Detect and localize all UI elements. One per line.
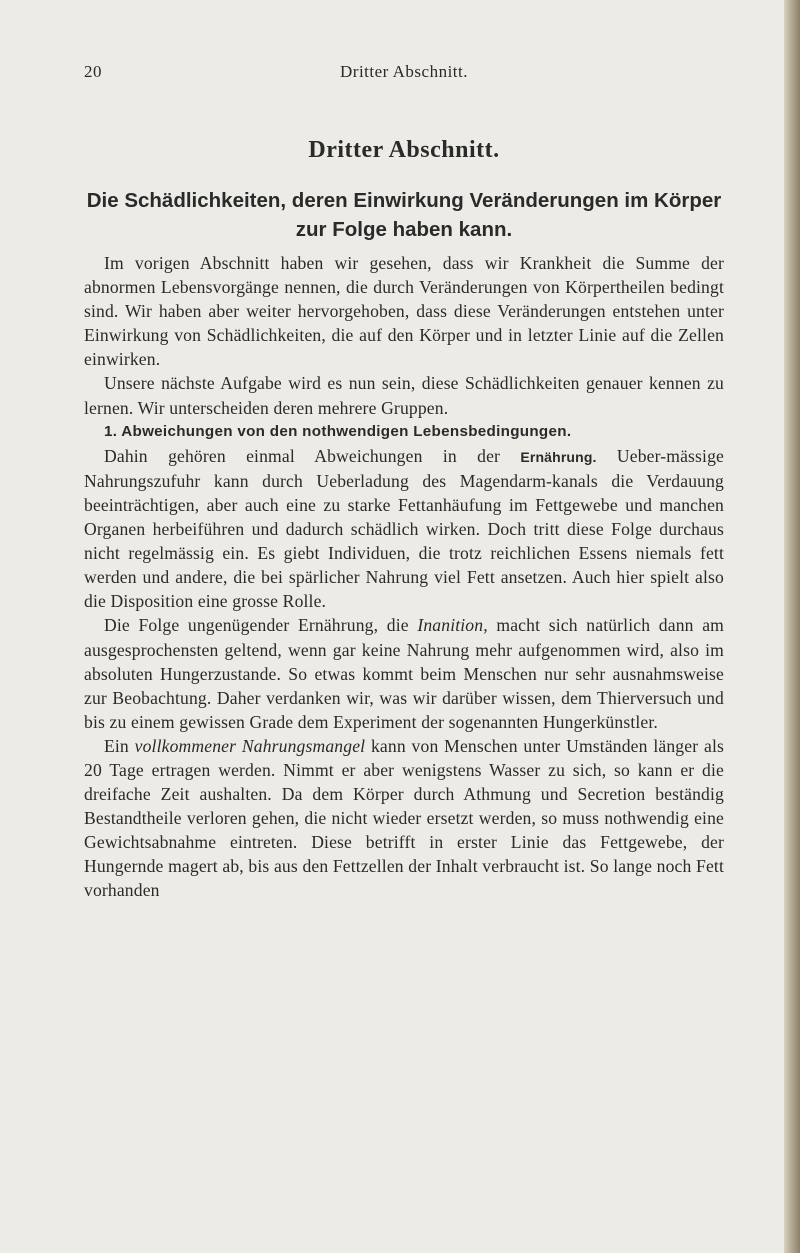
emphasis-nahrungsmangel: vollkommener Nahrungsmangel (134, 735, 366, 756)
paragraph-4 (84, 613, 724, 733)
running-title: Dritter Abschnitt. (340, 62, 468, 81)
paragraph-3-rest: Ueber-mässige Nahrungszufuhr kann durch Ueberladung des Magendarm-kanals die Verdauung beeinträchtigen, aber auch eine zu starke Fettanhäufung im Fettgewebe und manchen Organen herbeiführen und dadurch schädlich wirken. Doch tritt diese Folge durchaus nicht regelmässig ein. Es giebt Individuen, die trotz reichlichen Essens niemals fett werden und andere, die bei spärlicher Nahrung viel Fett ansetzen. Auch hier spielt also die Disposition eine grosse Rolle. (84, 445, 724, 612)
paragraph-3 (84, 444, 724, 614)
emphasis-ernaehrung: Ernährung. (520, 448, 597, 465)
paragraph-4-rest: macht sich natürlich dann am ausgesprochensten geltend, wenn gar keine Nahrung mehr aufgenommen wird, also im absoluten Hungerzustande. So etwas kommt beim Menschen nur sehr ausnahmsweise zur Beobachtung. Daher verdanken wir, was wir darüber wissen, dem Thierversuch und bis zu einem gewissen Grade dem Experiment der sogenannten Hungerkünstler. (84, 615, 724, 732)
paragraph-5 (84, 734, 724, 903)
paragraph-2: Unsere nächste Aufgabe wird es nun sein, diese Schädlichkeiten genauer kennen zu lernen. Wir unterscheiden deren mehrere Gruppen. (84, 373, 724, 418)
paragraph-1: Im vorigen Abschnitt haben wir gesehen, dass wir Krankheit die Summe der abnormen Lebensvorgänge nennen, die durch Veränderungen von Körpertheilen bedingt sind. Wir haben aber weiter hervorgehoben, dass diese Veränderungen entstehen unter Einwirkung von Schädlichkeiten, die auf den Körper und in letzter Linie auf die Zellen einwirken. (84, 253, 724, 370)
paragraph-5-rest: kann von Menschen unter Umständen länger als 20 Tage ertragen werden. Nimmt er aber wenigstens Wasser zu sich, so kann er die dreifache Zeit aushalten. Da dem Körper durch Athmung und Secretion beständig Bestandtheile verloren gehen, die nicht wieder ersetzt werden, so muss nothwendig eine Gewichtsabnahme eintreten. Diese betrifft in erster Linie das Fettgewebe, der Hungernde magert ab, bis aus den Fettzellen der Inhalt verbraucht ist. So lange noch Fett vorhanden (84, 735, 724, 901)
paragraph-5-start: Ein (104, 735, 135, 756)
chapter-title: Dritter Abschnitt. (308, 137, 500, 163)
section-heading: 1. Abweichungen von den nothwendigen Lebensbedingungen. (104, 422, 572, 440)
page-edge (784, 0, 800, 1253)
emphasis-inanition: Inanition, (417, 615, 488, 636)
paragraph-3-start: Dahin gehören einmal Abweichungen in der (104, 445, 521, 466)
chapter-subtitle: Die Schädlichkeiten, deren Einwirkung Veränderungen im Körper zur Folge haben kann. (86, 189, 722, 241)
paragraph-4-start: Die Folge ungenügender Ernährung, die (104, 615, 418, 636)
page-number: 20 (84, 62, 102, 81)
body-text (84, 251, 724, 903)
